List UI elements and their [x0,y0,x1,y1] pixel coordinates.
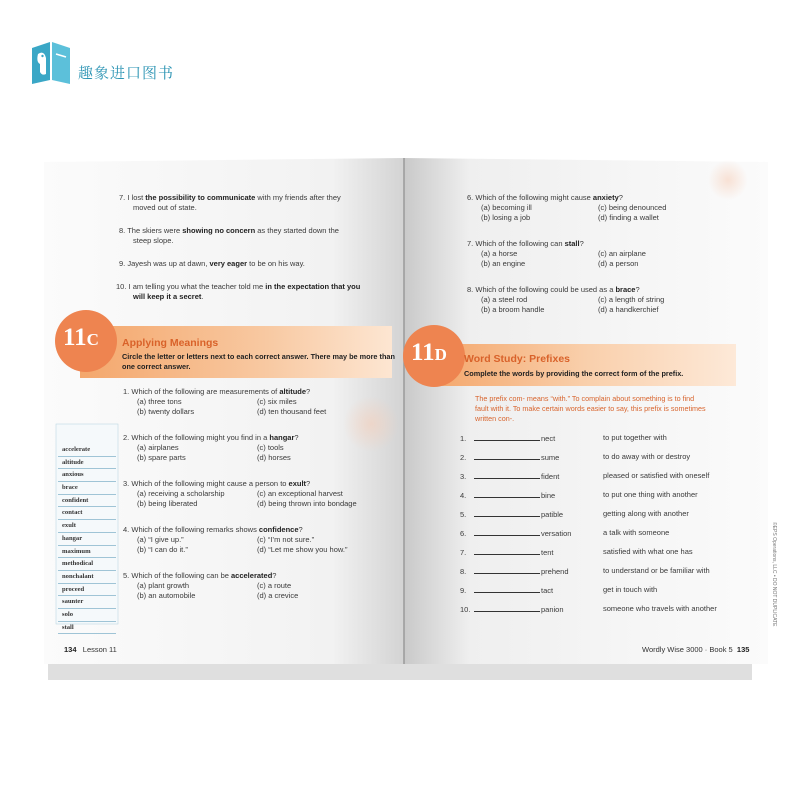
option-a: (a) airplanes [137,443,179,452]
word-stem: tent [541,548,554,557]
question-text: Which of the following could be used as a [475,285,616,294]
word-stem: nect [541,434,556,443]
definition: a talk with someone [603,528,670,537]
question-text: Which of the following might cause [475,193,593,202]
item-text: moved out of state. [133,203,197,212]
question-text: ? [272,571,277,580]
note-line: written con-. [475,414,515,423]
question-number: 4. [123,525,130,534]
question-stem [123,571,276,581]
section-letter: D [434,345,447,364]
option-b: (b) an engine [481,259,526,268]
option-a: (a) a steel rod [481,295,528,304]
option-d: (d) horses [257,453,291,462]
word-bank-item: contact [58,507,116,520]
question-text: ? [579,239,584,248]
question-keyword: anxiety [592,193,619,202]
option-d: (d) finding a wallet [598,213,659,222]
prefix-blank [474,585,540,593]
question-keyword: brace [615,285,636,294]
left-item-10 [116,282,360,302]
row-number: 8. [460,567,467,576]
section-title-11c: Applying Meanings [122,337,219,349]
word-bank-item: nonchalant [58,571,116,584]
section-letter: C [86,330,99,349]
banner-11d-strip [434,344,736,386]
question-keyword: accelerated [231,571,273,580]
word-bank-item: anxious [58,469,116,482]
question-keyword: hangar [269,433,295,442]
question-text: Which of the following can [475,239,565,248]
question-text: Which of the following might cause a person to [131,479,289,488]
option-d: (d) a person [598,259,639,268]
question-keyword: confidence [258,525,299,534]
prefix-note [475,394,706,424]
row-number: 10. [460,605,471,614]
option-d: (d) “Let me show you how.” [257,545,348,554]
item-number: 9. [119,259,126,268]
option-b: (b) spare parts [137,453,186,462]
item-text: I am telling you what the teacher told me [128,282,266,291]
section-number: 11 [63,324,87,351]
section-instructions-11d: Complete the words by providing the correct form of the prefix. [464,369,684,378]
prefix-row [460,604,564,615]
right-footer [642,645,749,654]
left-footer [64,645,117,654]
row-number: 6. [460,529,467,538]
prefix-blank [474,566,540,574]
definition: to understand or be familiar with [603,566,710,575]
question-number: 6. [467,193,474,202]
question-text: ? [298,525,303,534]
prefix-blank [474,528,540,536]
row-number: 7. [460,548,467,557]
question-text: Which of the following might you find in a [131,433,270,442]
row-number: 4. [460,491,467,500]
section-instructions-11c [122,352,395,372]
question-number: 7. [467,239,474,248]
item-number: 10. [116,282,127,291]
question-text: ? [306,479,311,488]
row-number: 3. [460,472,467,481]
word-stem: fident [541,472,560,481]
definition: getting along with another [603,509,689,518]
question-stem [467,193,623,203]
word-bank-item: exult [58,520,116,533]
word-stem: panion [541,605,564,614]
option-d: (d) a handkerchief [598,305,659,314]
book-title: Wordly Wise 3000 · Book 5 [642,645,733,654]
word-bank-item: altitude [58,457,116,470]
question-number: 5. [123,571,130,580]
question-text: ? [306,387,311,396]
option-d: (d) ten thousand feet [257,407,327,416]
section-number: 11 [411,339,435,366]
page-number: 134 [64,645,77,654]
option-a: (a) a horse [481,249,518,258]
word-bank-item: brace [58,482,116,495]
prefix-blank [474,471,540,479]
item-number: 7. [119,193,126,202]
question-stem [467,285,640,295]
note-line: fault with it. To make certain words easier to say, this prefix is sometimes [475,404,706,413]
section-title-11d: Word Study: Prefixes [464,353,570,365]
prefix-row [460,528,571,539]
word-bank-item: solo [58,609,116,622]
word-stem: tact [541,586,554,595]
question-stem [123,387,310,397]
word-bank-item: methodical [58,558,116,571]
left-item-9 [119,259,305,269]
item-text: with my friends after they [255,193,341,202]
option-b: (b) an automobile [137,591,196,600]
item-text: The skiers were [127,226,183,235]
word-stem: versation [541,529,572,538]
definition: satisfied with what one has [603,547,693,556]
item-text: as they started down the [255,226,339,235]
option-d: (d) being thrown into bondage [257,499,357,508]
prefix-blank [474,490,540,498]
question-text: Which of the following can be [131,571,231,580]
lesson-label: Lesson 11 [82,645,117,654]
definition: pleased or satisfied with oneself [603,471,710,480]
instruction-line: Circle the letter or letters next to each correct answer. There may be more than [122,352,395,361]
section-number-11c [63,324,99,352]
word-bank-item: accelerate [58,444,116,457]
question-keyword: stall [564,239,580,248]
question-number: 3. [123,479,130,488]
item-text: . [201,292,204,301]
word-stem: bine [541,491,556,500]
question-stem [467,239,584,249]
prefix-blank [474,604,540,612]
definition: get in touch with [603,585,658,594]
item-text: steep slope. [133,236,174,245]
store-name: 趣象进口图书 [78,65,175,82]
item-text: Jayesh was up at dawn, [127,259,210,268]
row-number: 1. [460,434,467,443]
word-stem: prehend [541,567,569,576]
option-c: (c) a length of string [598,295,665,304]
question-number: 8. [467,285,474,294]
prefix-blank [474,433,540,441]
option-c: (c) an airplane [598,249,646,258]
word-stem: patible [541,510,564,519]
prefix-row [460,585,553,596]
word-bank-item: proceed [58,584,116,597]
copyright-notice: ©EPS Operations, LLC • DO NOT DUPLICATE [771,522,777,627]
option-b: (b) losing a job [481,213,531,222]
option-a: (a) receiving a scholarship [137,489,225,498]
item-bold: very eager [209,259,248,268]
word-bank-item: confident [58,495,116,508]
option-a: (a) plant growth [137,581,190,590]
prefix-blank [474,509,540,517]
question-number: 1. [123,387,130,396]
definition: someone who travels with another [603,604,717,613]
definition: to put one thing with another [603,490,698,499]
item-bold: the possibility to communicate [145,193,256,202]
item-text: to be on his way. [247,259,305,268]
left-item-8 [119,226,339,246]
option-b: (b) “I can do it.” [137,545,188,554]
question-text: ? [294,433,299,442]
question-text: ? [635,285,640,294]
question-text: Which of the following remarks shows [131,525,259,534]
item-bold: in the expectation that you [265,282,361,291]
option-a: (a) three tons [137,397,182,406]
option-c: (c) an exceptional harvest [257,489,343,498]
option-b: (b) a broom handle [481,305,545,314]
prefix-row [460,547,554,558]
prefix-row [460,433,555,444]
question-text: Which of the following are measurements of [131,387,280,396]
instruction-line: one correct answer. [122,362,191,371]
question-keyword: exult [288,479,307,488]
option-c: (c) being denounced [598,203,667,212]
word-bank-item: stall [58,622,116,635]
prefix-row [460,471,559,482]
question-number: 2. [123,433,130,442]
option-d: (d) a crevice [257,591,299,600]
definition: to do away with or destroy [603,452,691,461]
option-c: (c) “I’m not sure.” [257,535,315,544]
word-bank [58,444,116,634]
row-number: 2. [460,453,467,462]
row-number: 5. [460,510,467,519]
row-number: 9. [460,586,467,595]
prefix-row [460,509,563,520]
prefix-row [460,566,569,577]
option-c: (c) tools [257,443,284,452]
section-number-11d [411,339,447,367]
item-bold: showing no concern [182,226,256,235]
option-c: (c) a route [257,581,292,590]
word-stem: sume [541,453,560,462]
prefix-row [460,452,559,463]
page-number: 135 [736,645,750,654]
left-item-7 [119,193,341,213]
question-stem [123,479,310,489]
word-bank-item: saunter [58,596,116,609]
option-b: (b) being liberated [137,499,198,508]
definition: to put together with [603,433,667,442]
question-stem [123,433,299,443]
option-c: (c) six miles [257,397,297,406]
question-text: ? [618,193,623,202]
note-line: The prefix com- means “with.” To complain about something is to find [475,394,695,403]
item-text: I lost [127,193,146,202]
prefix-row [460,490,555,501]
word-bank-item: hangar [58,533,116,546]
option-b: (b) twenty dollars [137,407,195,416]
question-stem [123,525,303,535]
prefix-blank [474,547,540,555]
item-number: 8. [119,226,126,235]
option-a: (a) “I give up.” [137,535,184,544]
word-bank-item: maximum [58,546,116,559]
question-keyword: altitude [279,387,307,396]
item-bold: will keep it a secret [133,292,202,301]
prefix-blank [474,452,540,460]
option-a: (a) becoming ill [481,203,532,212]
